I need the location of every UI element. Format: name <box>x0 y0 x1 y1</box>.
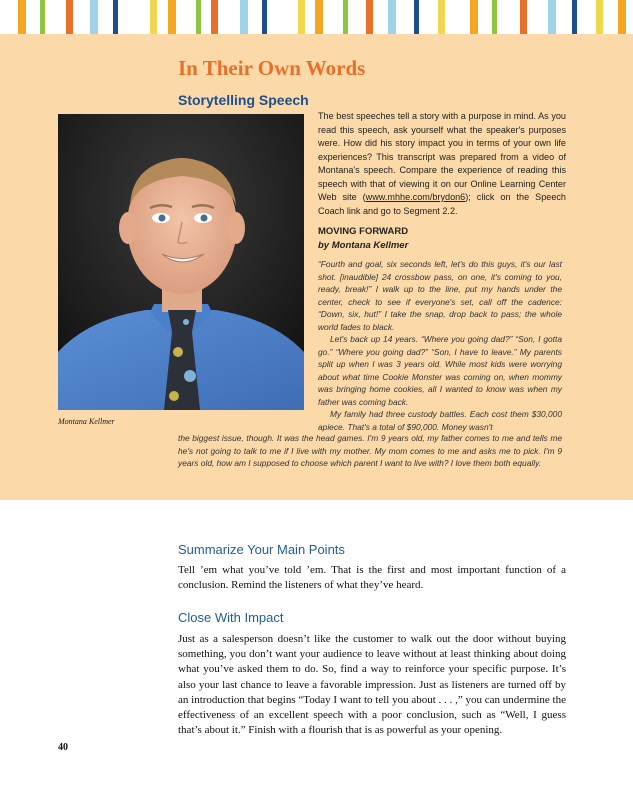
feature-subtitle: Storytelling Speech <box>178 92 309 108</box>
decorative-stripe <box>596 0 603 34</box>
speech-transcript-column <box>318 258 562 433</box>
intro-text-start: The best speeches tell a story with a purpose in mind. As you read this speech, ask yourself what the speaker's purposes were. How did his story impact you in terms of your own life experiences? This transcript was prepared from a video of Montana's speech. Compare the experience of reading this speech with that of viewing it on our Online Learning Center Web site ( <box>318 111 566 202</box>
feature-intro <box>318 110 566 218</box>
decorative-stripe <box>211 0 218 34</box>
speech-paragraph: Let's back up 14 years. “Where you going dad?” “Son, I gotta go.” “Where you going dad?” “Son, I have to leave.” My parents split up when I was 3 years old. While most kids were worrying about what time Cookie Monster was coming on, when mommy was bringing home cookies, all I wanted to know was when my father was coming back. <box>318 334 562 407</box>
decorative-stripe <box>520 0 527 34</box>
decorative-stripe <box>113 0 118 34</box>
section-body-summarize: Tell ’em what you’ve told ’em. That is the first and most important function of a conclusion. Remind the listeners of what they’ve heard. <box>178 564 566 592</box>
speech-title: MOVING FORWARD <box>318 226 409 237</box>
page-number: 40 <box>58 742 68 753</box>
decorative-stripe <box>438 0 445 34</box>
decorative-stripe <box>18 0 26 34</box>
section-heading-summarize: Summarize Your Main Points <box>178 542 345 557</box>
speaker-photo <box>58 114 304 410</box>
speech-paragraph-start: My family had three custody battles. Each cost them $30,000 apiece. That's a total of $90,000. Money wasn't <box>318 409 562 432</box>
speech-transcript-continued <box>178 432 562 470</box>
decorative-stripe <box>298 0 305 34</box>
decorative-stripe <box>196 0 201 34</box>
decorative-stripe <box>366 0 373 34</box>
photo-caption: Montana Kellmer <box>58 417 115 426</box>
decorative-stripe <box>414 0 419 34</box>
decorative-stripe <box>240 0 248 34</box>
decorative-stripe <box>572 0 577 34</box>
decorative-stripe <box>66 0 73 34</box>
decorative-stripe <box>470 0 478 34</box>
feature-title: In Their Own Words <box>178 56 366 80</box>
section-body-close: Just as a salesperson doesn’t like the customer to walk out the door without buying something, you don’t want your audience to leave without at least thinking about doing what you’ve asked them to do. So, find a way to reinforce your specific purpose. It’s also your last chance to leave a favorable impression. Just as listeners are turned off by an introduction that begins “Today I want to tell you about . . . ,” you can undermine the effectiveness of an excellent speech with a poor conclusion, such as “Well, I guess that’s about it.” Finish with a flourish that is as powerful as your opening. <box>178 633 566 737</box>
section-heading-close: Close With Impact <box>178 610 284 625</box>
speaker-portrait-image <box>58 114 304 410</box>
decorative-stripe <box>388 0 396 34</box>
decorative-stripe <box>150 0 157 34</box>
decorative-stripe <box>40 0 45 34</box>
decorative-stripe <box>492 0 497 34</box>
decorative-stripe <box>343 0 348 34</box>
decorative-stripe <box>315 0 323 34</box>
decorative-stripe <box>262 0 267 34</box>
olc-web-link[interactable]: www.mhhe.com/brydon6 <box>365 192 466 202</box>
decorative-stripe <box>548 0 556 34</box>
speech-paragraph: “Fourth and goal, six seconds left, let's do this guys, it's our last shot. [inaudible] 24 crossbow pass, on one, it's coming to you, ready, break!” I walk up to the line, put my hands under the center, check to see if everyone's set, call off the cadence: “Down, six, hut!” I take the snap, drop back to pass; the whole world fades to black. <box>318 259 562 332</box>
decorative-stripe-banner <box>0 0 633 34</box>
intro-text-end: ); click on the Speech Coach link and go to Segment 2.2. <box>318 192 566 216</box>
speech-author: by Montana Kellmer <box>318 240 409 251</box>
decorative-stripe <box>168 0 176 34</box>
speech-paragraph-end: the biggest issue, though. It was the head games. I'm 9 years old, my father comes to me and tells me he's not going to talk to me if I live with my mother. My mom comes to me and asks me to pick. I'm 9 years old, how am I supposed to choose which parent I want to live with? I love them both equally. <box>178 433 562 468</box>
decorative-stripe <box>90 0 98 34</box>
decorative-stripe <box>618 0 626 34</box>
